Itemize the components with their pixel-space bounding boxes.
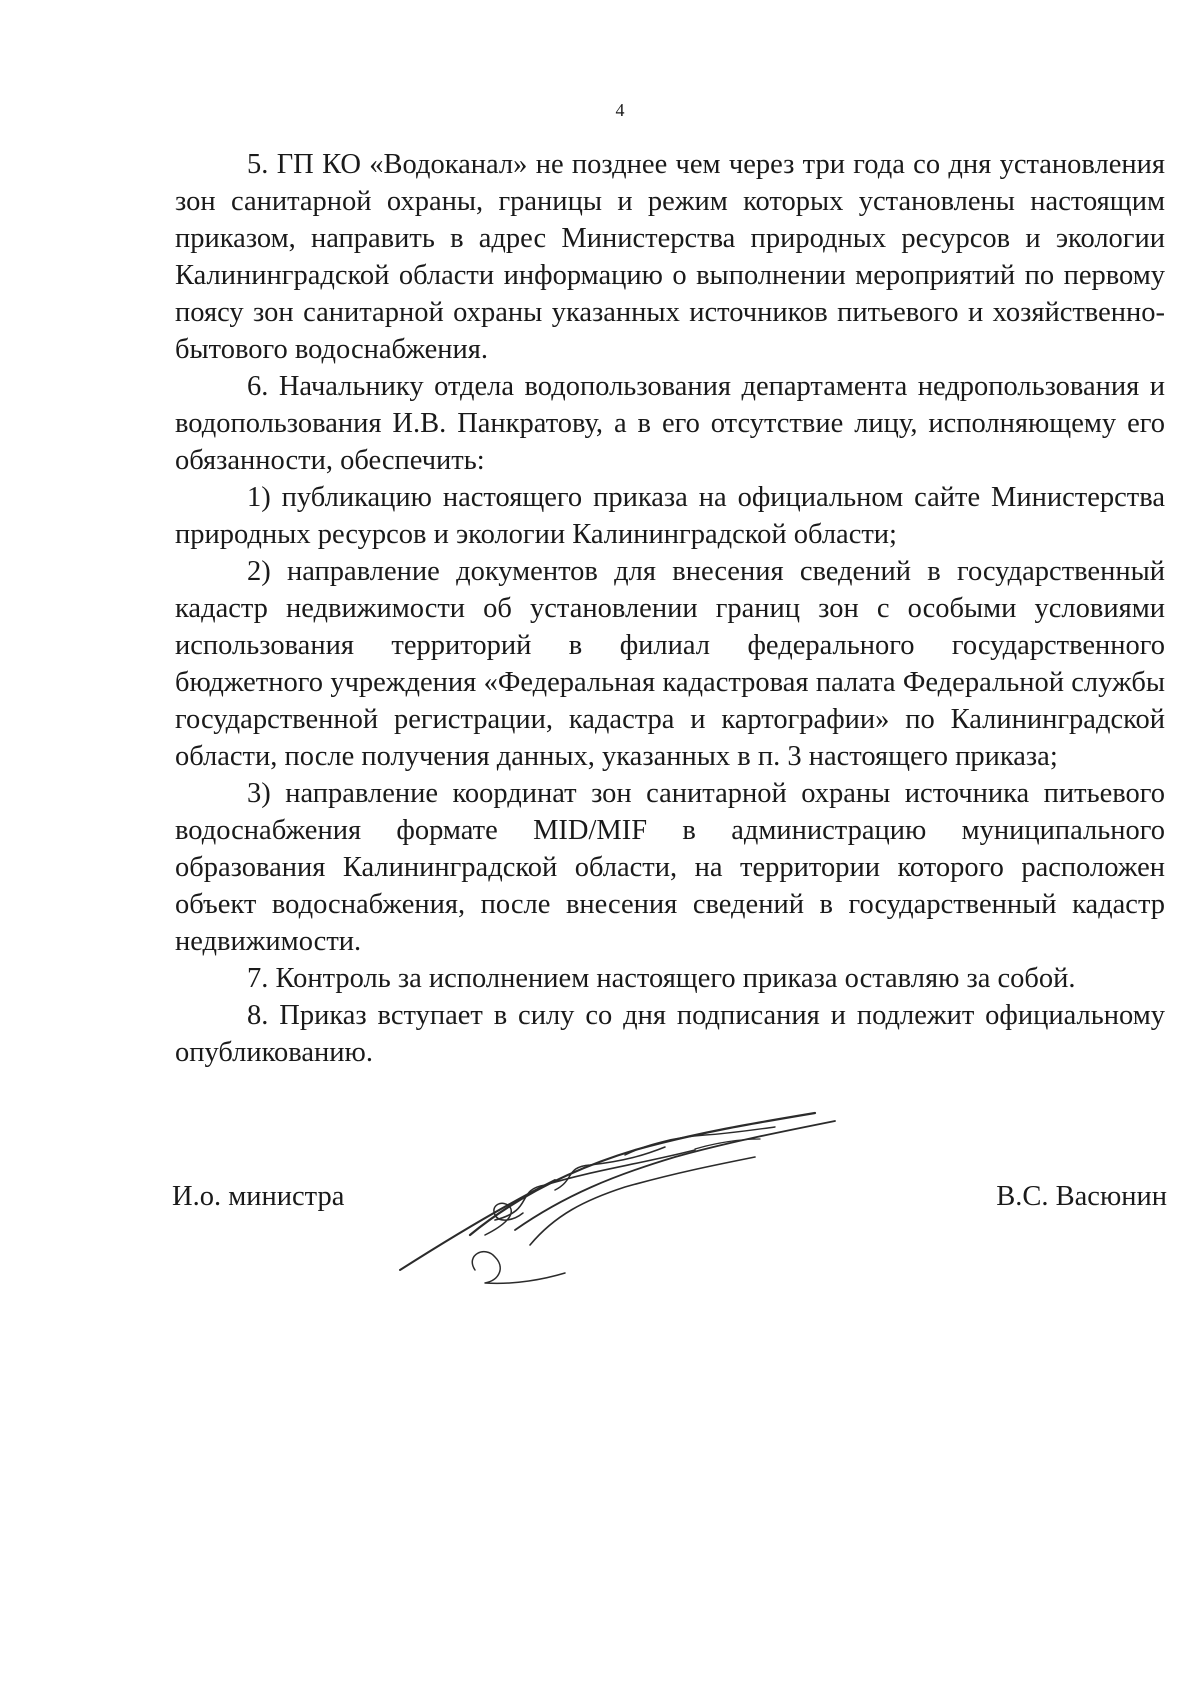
document-body <box>175 146 1165 1071</box>
paragraph-6: 6. Начальнику отдела водопользования департамента недропользования и водопользования И.В. Панкратову, а в его отсутствие лицу, исполняющему его обязанности, обеспечить: <box>175 371 1165 476</box>
signatory-name: В.С. Васюнин <box>996 1181 1167 1212</box>
paragraph-5: 5. ГП КО «Водоканал» не позднее чем через три года со дня установления зон санитарной охраны, границы и режим которых установлены настоящим приказом, направить в адрес Министерства природных ресурсов и экологии Калининградской области информацию о выполнении мероприятий по первому поясу зон санитарной охраны указанных источников питьевого и хозяйственно-бытового водоснабжения. <box>175 149 1165 365</box>
signatory-title: И.о. министра <box>172 1181 345 1212</box>
paragraph-6-item-3: 3) направление координат зон санитарной охраны источника питьевого водоснабжения формате MID/MIF в администрацию муниципального образования Калининградской области, на территории которого расположен объект водоснабжения, после внесения сведений в государственный кадастр недвижимости. <box>175 778 1165 957</box>
page-number: 4 <box>615 100 625 120</box>
paragraph-7: 7. Контроль за исполнением настоящего приказа оставляю за собой. <box>247 963 1076 994</box>
paragraph-6-item-2: 2) направление документов для внесения сведений в государственный кадастр недвижимости об установлении границ зон с особыми условиями использования территорий в филиал федерального государственного бюджетного учреждения «Федеральная кадастровая палата Федеральной службы государственной регистрации, кадастра и картографии» по Калининградской области, после получения данных, указанных в п. 3 настоящего приказа; <box>175 556 1165 772</box>
paragraph-6-item-1: 1) публикацию настоящего приказа на официальном сайте Министерства природных ресурсов и экологии Калининградской области; <box>175 482 1165 550</box>
paragraph-8: 8. Приказ вступает в силу со дня подписания и подлежит официальному опубликованию. <box>175 1000 1165 1068</box>
handwritten-signature <box>395 1095 895 1295</box>
